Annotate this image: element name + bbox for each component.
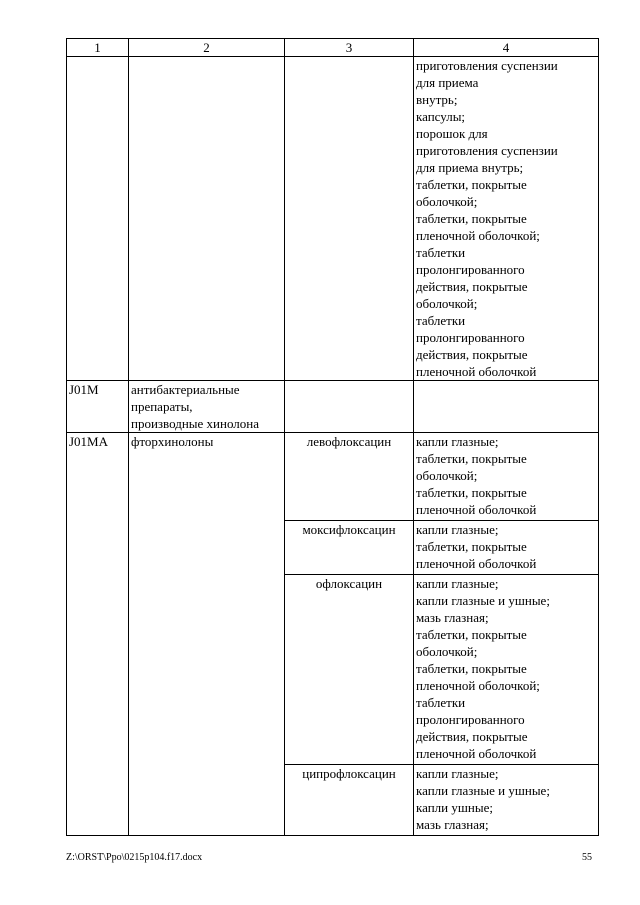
- text-line: пролонгированного: [416, 262, 525, 277]
- text-line: производные хинолона: [131, 416, 260, 431]
- footer-page-number: 55: [582, 852, 592, 863]
- table-row: [67, 57, 599, 381]
- drug-forms: [414, 433, 598, 521]
- drug-name: моксифлоксацин: [285, 521, 413, 575]
- text-line: пленочной оболочкой: [416, 556, 537, 571]
- text-line: пленочной оболочкой;: [416, 228, 540, 243]
- text-line: пленочной оболочкой: [416, 746, 537, 761]
- text-line: мазь глазная;: [416, 610, 489, 625]
- forms-cell: [414, 381, 599, 433]
- drug-name: левофлоксацин: [285, 433, 413, 521]
- text-line: оболочкой;: [416, 644, 478, 659]
- drug-name: офлоксацин: [285, 575, 413, 765]
- drug-table: [66, 38, 599, 836]
- text-line: таблетки, покрытые: [416, 539, 527, 554]
- text-line: оболочкой;: [416, 194, 478, 209]
- text-line: пролонгированного: [416, 712, 525, 727]
- text-line: капли глазные и ушные;: [416, 593, 550, 608]
- text-line: капли глазные и ушные;: [416, 783, 550, 798]
- group-cell: [129, 381, 285, 433]
- text-line: приготовления суспензии: [416, 58, 558, 73]
- text-line: капли глазные;: [416, 522, 499, 537]
- text-line: капли глазные;: [416, 766, 499, 781]
- text-line: порошок для: [416, 126, 488, 141]
- code-cell: J01M: [67, 381, 129, 433]
- column-header: 4: [414, 39, 599, 57]
- table-row: [67, 433, 599, 836]
- text-line: таблетки: [416, 313, 466, 328]
- text-line: антибактериальные: [131, 382, 240, 397]
- text-line: действия, покрытые: [416, 279, 528, 294]
- drug-name: ципрофлоксацин: [302, 766, 396, 781]
- text-line: капсулы;: [416, 109, 466, 124]
- text-line: таблетки: [416, 245, 466, 260]
- text-line: приготовления суспензии: [416, 143, 558, 158]
- column-header: 2: [129, 39, 285, 57]
- text-line: оболочкой;: [416, 468, 478, 483]
- text-line: таблетки, покрытые: [416, 211, 527, 226]
- column-header: 1: [67, 39, 129, 57]
- text-line: таблетки, покрытые: [416, 451, 527, 466]
- text-line: действия, покрытые: [416, 729, 528, 744]
- table-header-row: [67, 39, 599, 57]
- text-line: таблетки, покрытые: [416, 177, 527, 192]
- column-header: 3: [285, 39, 414, 57]
- text-line: пленочной оболочкой: [416, 502, 537, 517]
- forms-cell: [414, 433, 599, 836]
- drug-cell: [285, 433, 414, 836]
- drug-forms: [414, 575, 598, 765]
- text-line: пленочной оболочкой;: [416, 678, 540, 693]
- code-cell: J01MA: [67, 433, 129, 836]
- text-line: для приема: [416, 75, 479, 90]
- drug-cell: [285, 57, 414, 381]
- group-cell: фторхинолоны: [129, 433, 285, 836]
- text-line: пленочной оболочкой: [416, 364, 537, 379]
- drug-forms: [414, 765, 598, 835]
- text-line: действия, покрытые: [416, 347, 528, 362]
- group-cell: [129, 57, 285, 381]
- footer-file-path: Z:\ORST\Ppo\0215p104.f17.docx: [66, 852, 203, 863]
- text-line: капли ушные;: [416, 800, 493, 815]
- text-line: внутрь;: [416, 92, 458, 107]
- code-cell: [67, 57, 129, 381]
- text-line: препараты,: [131, 399, 193, 414]
- text-line: таблетки, покрытые: [416, 627, 527, 642]
- text-line: оболочкой;: [416, 296, 478, 311]
- forms-cell: [414, 57, 599, 381]
- text-line: пролонгированного: [416, 330, 525, 345]
- table-row: [67, 381, 599, 433]
- text-line: капли глазные;: [416, 434, 499, 449]
- drug-forms: [414, 521, 598, 575]
- text-line: таблетки: [416, 695, 466, 710]
- text-line: мазь глазная;: [416, 817, 489, 832]
- text-line: таблетки, покрытые: [416, 661, 527, 676]
- text-line: таблетки, покрытые: [416, 485, 527, 500]
- text-line: капли глазные;: [416, 576, 499, 591]
- text-line: для приема внутрь;: [416, 160, 524, 175]
- drug-cell: [285, 381, 414, 433]
